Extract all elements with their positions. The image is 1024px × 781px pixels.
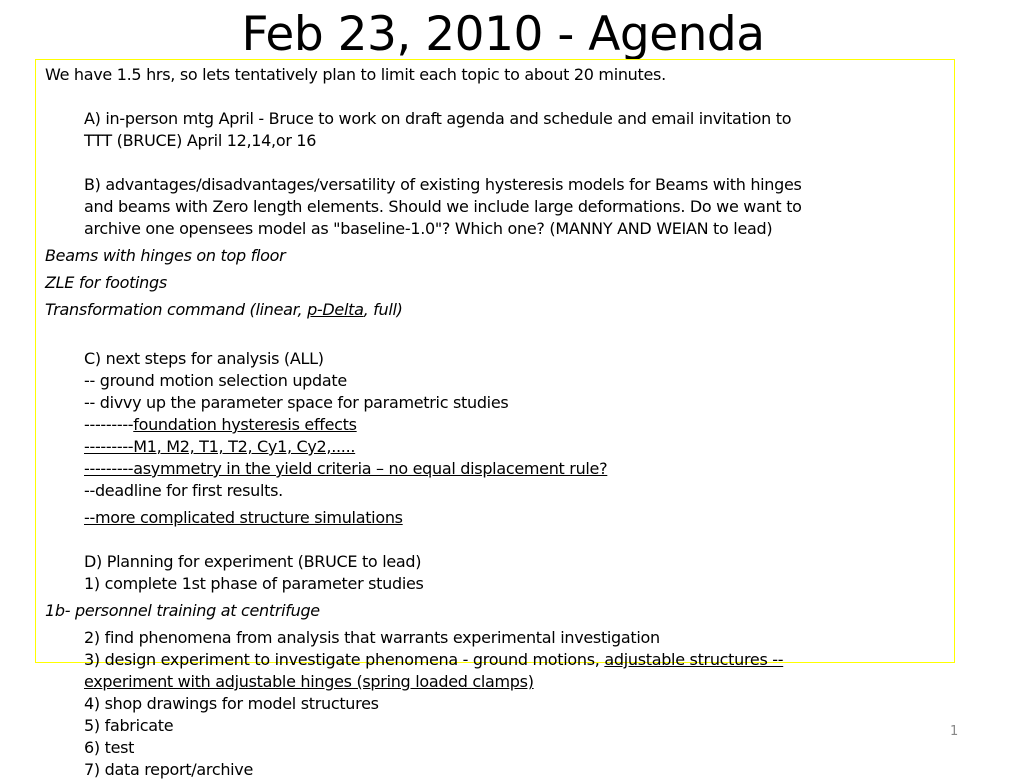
item-b-line: and beams with Zero length elements. Should we include large deformations. Do we want to [84, 197, 802, 216]
item-d-line: 5) fabricate [84, 716, 174, 735]
item-c-structure-simulations-link[interactable]: --more complicated structure simulations [84, 508, 403, 527]
slide-title: Feb 23, 2010 - Agenda [241, 7, 765, 62]
note-transformation-suffix: , full) [363, 300, 403, 319]
note-zle-footings: ZLE for footings [45, 273, 167, 292]
item-c-dashes: --------- [84, 415, 134, 434]
item-c-line: -- divvy up the parameter space for parametric studies [84, 393, 509, 412]
item-c-asymmetry-link[interactable]: ---------asymmetry in the yield criteria – no equal displacement rule? [84, 459, 608, 478]
slide-number: 1 [950, 724, 959, 739]
note-personnel-training: 1b- personnel training at centrifuge [45, 601, 320, 620]
item-d-line: 2) find phenomena from analysis that warrants experimental investigation [84, 628, 660, 647]
adjustable-structures-link[interactable]: adjustable structures -- [604, 650, 784, 669]
agenda-item-a [45, 108, 945, 152]
item-c-line: -- ground motion selection update [84, 371, 347, 390]
item-c-line: --deadline for first results. [84, 481, 283, 500]
intro-text: We have 1.5 hrs, so lets tentatively plan to limit each topic to about 20 minutes. [45, 65, 666, 84]
note-beams-hinges: Beams with hinges on top floor [45, 246, 286, 265]
note-transformation-prefix: Transformation command (linear, [45, 300, 308, 319]
item-a-line: A) in-person mtg April - Bruce to work on draft agenda and schedule and email invitation to [84, 109, 792, 128]
agenda-item-c [45, 348, 945, 529]
item-c-line [84, 414, 945, 436]
agenda-content [45, 64, 945, 781]
item-d-line [84, 649, 945, 671]
agenda-item-b [45, 174, 945, 240]
item-b-line: B) advantages/disadvantages/versatility of existing hysteresis models for Beams with hinges [84, 175, 802, 194]
p-delta-link[interactable]: p-Delta [307, 300, 364, 319]
item-c-line: C) next steps for analysis (ALL) [84, 349, 324, 368]
item-d-line: D) Planning for experiment (BRUCE to lead) [84, 552, 422, 571]
item-d-line: 7) data report/archive [84, 760, 254, 779]
item-d-line: 6) test [84, 738, 135, 757]
foundation-hysteresis-link[interactable]: foundation hysteresis effects [133, 415, 357, 434]
item-d-line: 1) complete 1st phase of parameter studies [84, 574, 424, 593]
item-b-line: archive one opensees model as "baseline-1.0"? Which one? (MANNY AND WEIAN to lead) [84, 219, 773, 238]
note-transformation-command [45, 299, 945, 321]
item-d-line: 4) shop drawings for model structures [84, 694, 379, 713]
adjustable-hinges-link[interactable]: experiment with adjustable hinges (spring loaded clamps) [84, 672, 534, 691]
agenda-item-d-continued [45, 627, 945, 781]
item-a-line: TTT (BRUCE) April 12,14,or 16 [84, 131, 317, 150]
item-d-design-prefix: 3) design experiment to investigate phenomena - ground motions, [84, 650, 605, 669]
item-c-parameters-link[interactable]: ---------M1, M2, T1, T2, Cy1, Cy2,..... [84, 437, 356, 456]
agenda-item-d [45, 551, 945, 595]
